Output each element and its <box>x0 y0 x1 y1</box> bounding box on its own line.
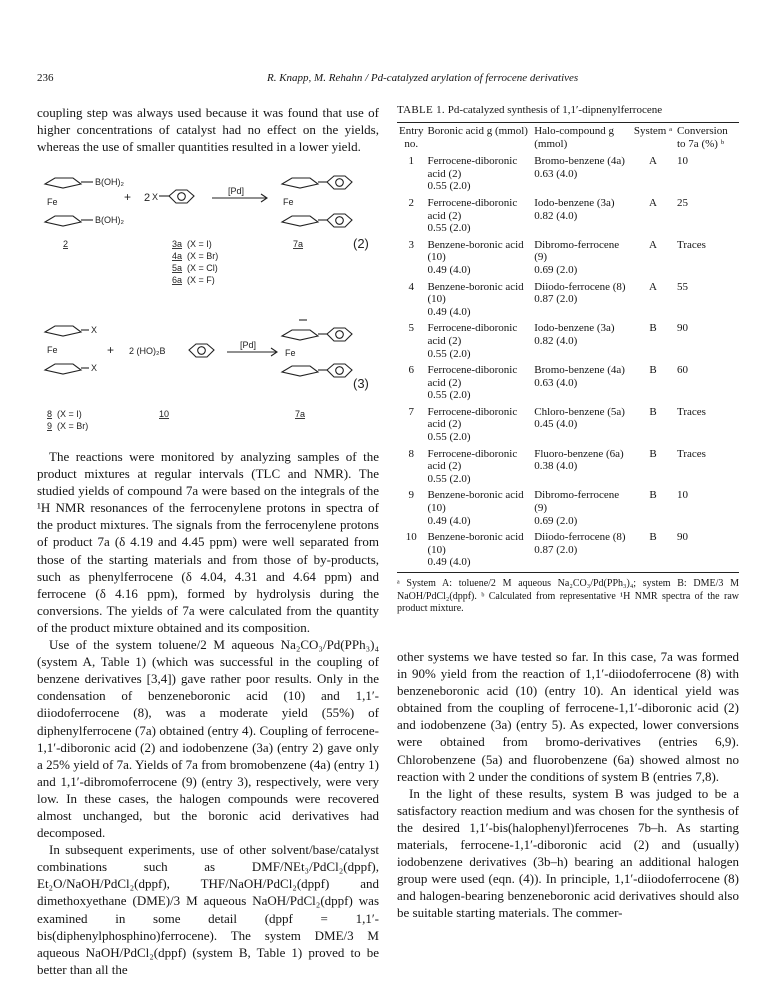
table-row <box>397 320 739 362</box>
coefficient: 2 <box>144 192 151 204</box>
halogen-def: (X = Br) <box>57 421 89 431</box>
halo-name: Chloro-benzene (5a) <box>534 405 625 418</box>
table-row <box>397 446 739 488</box>
boronic-reagent: 2 (HO)₂B <box>129 346 166 356</box>
boronic-amt: 0.55 (2.0) <box>427 180 471 193</box>
header-halo: Halo-compound g (mmol) <box>532 123 631 154</box>
boronic-name: Ferrocene-diboronic acid (2) <box>427 322 518 347</box>
table-number: TABLE 1. <box>397 104 445 116</box>
halo-name: Iodo-benzene (3a) <box>534 196 615 209</box>
left-column-bottom <box>37 448 379 978</box>
halo-amt: 0.69 (2.0) <box>534 263 578 276</box>
halo-amt: 0.38 (4.0) <box>534 460 578 473</box>
table-title: Pd-catalyzed synthesis of 1,1′-dipnenylferrocene <box>447 104 663 116</box>
halogen-def: (X = I) <box>57 409 82 419</box>
cell-conversion: Traces <box>677 447 706 460</box>
table-footnote: ᵃ System A: toluene/2 M aqueous Na₂CO₃/Pd(PPh₃)₄; system B: DME/3 M NaOH/PdCl₂(dppf). ᵇ Calculated from representative ¹H NMR spectra of the raw product mixture. <box>397 578 739 614</box>
reaction-scheme-3 <box>37 316 379 440</box>
plus-sign: + <box>124 190 132 204</box>
paragraph: In the light of these results, system B was judged to be a satisfactory reaction medium and was chosen for the synthesis of the desired 1,1′-bis(halophenyl)ferrocenes 7b–h. As starting materials, ferrocene-1,1′-diboronic acid (2) and (usually) iodobenzene derivatives (3b–h) bearing an additional halogen group were used (eqn. (4)). In principle, 1,1′-diiodoferrocene (8) and halogen-bearing benzeneboronic acid derivatives should also be suitable starting materials. The commer- <box>397 785 739 921</box>
fe-product-label: Fe <box>285 348 296 358</box>
cell-boronic <box>425 153 532 195</box>
table-body <box>397 153 739 572</box>
cell-system: A <box>649 238 657 251</box>
cell-conversion: 60 <box>677 364 688 377</box>
boronic-name: Benzene-boronic acid (10) <box>427 531 524 556</box>
boronic-name: Ferrocene-diboronic acid (2) <box>427 155 518 180</box>
cell-boronic <box>425 237 532 279</box>
table-row <box>397 487 739 529</box>
results-table <box>397 122 739 573</box>
table-row <box>397 279 739 321</box>
halogen-def: (X = Cl) <box>187 263 218 273</box>
cell-system: B <box>649 447 657 460</box>
cell-halo <box>532 404 631 446</box>
cell-entry: 5 <box>408 322 414 335</box>
cell-halo <box>532 320 631 362</box>
halo-name: Fluoro-benzene (6a) <box>534 447 624 460</box>
scheme-2-drawing <box>37 168 379 288</box>
cell-boronic <box>425 529 532 572</box>
table-caption <box>397 104 739 116</box>
plus-sign: + <box>107 343 115 357</box>
boronic-name: Benzene-boronic acid (10) <box>427 280 524 306</box>
cell-boronic <box>425 404 532 446</box>
cell-entry: 9 <box>408 489 414 502</box>
compound-label: 6a <box>172 275 183 285</box>
boronic-amt: 0.49 (4.0) <box>427 263 471 276</box>
left-column-top <box>37 104 379 155</box>
compound-label: 7a <box>293 239 304 249</box>
cell-conversion: Traces <box>677 405 706 418</box>
halogen-x: X <box>152 192 159 202</box>
halo-name: Diiodo-ferrocene (8) <box>534 280 626 293</box>
cell-system: B <box>631 529 675 572</box>
boh2-top: B(OH)₂ <box>95 177 124 187</box>
halo-name: Diiodo-ferrocene (8) <box>534 531 626 544</box>
cell-boronic <box>425 487 532 529</box>
cell-system: B <box>649 405 657 418</box>
fe-product-label: Fe <box>283 197 294 207</box>
paragraph: Use of the system toluene/2 M aqueous Na₂CO₃/Pd(PPh₃)₄ (system A, Table 1) (which was successful in the coupling of benzene derivatives [3,4]) gave rather poor results. Only in the condensation of benzeneboronic acid (10) and 1,1′-diiodoferrocene (8), was a moderate yield (55%) of diphenylferrocene (7a) obtained (entry 4). Coupling of ferrocene-1,1′-diboronic acid (2) and iodobenzene (3a) (entry 2) gave only a 25% yield of 7a. Yields of 7a from bromobenzene (4a) (entry 1) and 1,1′-dibromoferrocene (9) (entry 3), respectively, were very low. In these cases, the halogen compounds were recovered almost unchanged, but the boronic acid derivatives had decomposed. <box>37 637 379 841</box>
cell-entry: 3 <box>408 238 414 251</box>
cell-conversion: 90 <box>675 529 739 572</box>
paragraph: other systems we have tested so far. In this case, 7a was formed in 90% yield from the reaction of 1,1′-diiodoferrocene (8) with benzeneboronic acid (10) (entry 10). An identical yield was obtained from the coupling of ferrocene-1,1′-diboronic acid (2) and iodobenzene (3a) (entry 5). As expected, lower conversions were obtained from bromo-derivatives (entries 6,9). Chlorobenzene (5a) and fluorobenzene (6a) showed almost no reaction with 2 under the conditions of system B (entries 7,8). <box>397 649 739 784</box>
cell-entry: 8 <box>408 447 414 460</box>
header-system: System ᵃ <box>631 123 675 154</box>
halo-amt: 0.82 (4.0) <box>534 334 578 347</box>
compound-label: 3a <box>172 239 183 249</box>
cell-system: B <box>649 322 657 335</box>
scheme-3-drawing <box>37 316 379 440</box>
halo-amt: 0.63 (4.0) <box>534 376 578 389</box>
compound-label: 5a <box>172 263 183 273</box>
boronic-amt: 0.49 (4.0) <box>427 556 471 569</box>
halo-amt: 0.63 (4.0) <box>534 167 578 180</box>
page-number: 236 <box>37 72 54 84</box>
header-boronic: Boronic acid g (mmol) <box>425 123 532 154</box>
cell-system: A <box>649 280 657 293</box>
halogen-def: (X = F) <box>187 275 215 285</box>
table-row <box>397 404 739 446</box>
running-title: R. Knapp, M. Rehahn / Pd-catalyzed arylation of ferrocene derivatives <box>267 72 579 84</box>
cell-conversion: 90 <box>677 322 688 335</box>
right-column-bottom <box>397 648 739 922</box>
benzene-ring <box>169 190 194 203</box>
boronic-amt: 0.55 (2.0) <box>427 389 471 402</box>
halo-name: Bromo-benzene (4a) <box>534 155 625 168</box>
cell-boronic <box>425 446 532 488</box>
cell-conversion: 25 <box>677 196 688 209</box>
cell-conversion: 10 <box>677 489 688 502</box>
cp-ring-top <box>45 178 81 188</box>
cell-entry: 1 <box>408 155 414 168</box>
cell-conversion: 10 <box>677 155 688 168</box>
boronic-name: Ferrocene-diboronic acid (2) <box>427 364 518 389</box>
equation-number: (3) <box>353 376 369 391</box>
boronic-name: Ferrocene-diboronic acid (2) <box>427 196 518 222</box>
reaction-scheme-2 <box>37 168 379 288</box>
boronic-amt: 0.55 (2.0) <box>427 222 471 235</box>
boronic-amt: 0.49 (4.0) <box>427 514 471 527</box>
cell-conversion: Traces <box>677 238 706 251</box>
cell-halo <box>532 362 631 404</box>
boronic-name: Benzene-boronic acid (10) <box>427 489 524 515</box>
cell-halo <box>532 237 631 279</box>
cell-boronic <box>425 362 532 404</box>
cell-halo <box>532 446 631 488</box>
catalyst-pd: [Pd] <box>228 186 245 196</box>
cell-boronic <box>425 320 532 362</box>
table-row <box>397 153 739 195</box>
cell-entry: 4 <box>408 280 414 293</box>
boh2-bottom: B(OH)₂ <box>95 215 124 225</box>
header-conversion: Conversion to 7a (%) ᵇ <box>675 123 739 154</box>
halo-amt: 0.87 (2.0) <box>534 293 578 306</box>
cell-halo <box>532 487 631 529</box>
catalyst-pd: [Pd] <box>240 340 257 350</box>
boronic-amt: 0.55 (2.0) <box>427 347 471 360</box>
cell-entry: 2 <box>408 196 414 209</box>
halogen-def: (X = I) <box>187 239 212 249</box>
compound-label: 8 <box>47 409 53 419</box>
boronic-name: Ferrocene-diboronic acid (2) <box>427 447 518 473</box>
paragraph: In subsequent experiments, use of other solvent/base/catalyst combinations such as DMF/NEt₃/PdCl₂(dppf), Et₂O/NaOH/PdCl₂(dppf), THF/NaOH/PdCl₂(dppf) and dimethoxyethane (DME)/3 M aqueous NaOH/PdCl₂(dppf) was examined in some detail (dppf = 1,1′-bis(diphenylphosphino)ferrocene). The system DME/3 M aqueous NaOH/PdCl₂(dppf) (system B, Table 1) proved to be better than all the <box>37 842 379 977</box>
cell-entry: 6 <box>408 364 414 377</box>
page-header <box>37 72 737 88</box>
equation-number: (2) <box>353 236 369 251</box>
compound-label: 4a <box>172 251 183 261</box>
halo-amt: 0.69 (2.0) <box>534 514 578 527</box>
fe-label: Fe <box>47 197 58 207</box>
halogen-def: (X = Br) <box>187 251 219 261</box>
cell-system: A <box>649 155 657 168</box>
table-row <box>397 195 739 237</box>
cell-halo <box>532 529 631 572</box>
table-row <box>397 362 739 404</box>
paragraph: The reactions were monitored by analyzing samples of the product mixtures at regular intervals (TLC and NMR). The studied yields of compound 7a were based on the integrals of the ¹H NMR resonances of the ferrocenylene protons in spectra of the product mixtures. The signals from the ferrocenylene protons of product 7a (δ 4.19 and 4.45 ppm) were well separated from those of the starting materials and from those of by-products, such as phenylferrocene (δ 4.04, 4.31 and 4.64 ppm) and ferrocene (δ 4.16 ppm), formed by hydrolysis during the conversions. The yields of 7a were calculated from the quantity of the product mixture obtained and its composition. <box>37 449 379 635</box>
cell-halo <box>532 195 631 237</box>
compound-label: 2 <box>63 239 69 249</box>
cell-halo <box>532 153 631 195</box>
halo-amt: 0.87 (2.0) <box>534 543 578 556</box>
boronic-amt: 0.55 (2.0) <box>427 431 471 444</box>
cell-boronic <box>425 279 532 321</box>
halo-amt: 0.82 (4.0) <box>534 209 578 222</box>
cell-entry: 7 <box>408 405 414 418</box>
cell-system: B <box>649 489 657 502</box>
halogen-x-top: X <box>91 325 98 335</box>
table-row <box>397 237 739 279</box>
halo-name: Iodo-benzene (3a) <box>534 322 615 335</box>
compound-label: 7a <box>295 409 306 419</box>
header-entry: Entry no. <box>397 123 425 154</box>
table-row <box>397 529 739 572</box>
boronic-amt: 0.49 (4.0) <box>427 305 471 318</box>
compound-label: 10 <box>159 409 170 419</box>
halo-name: Dibromo-ferrocene (9) <box>534 489 620 515</box>
table-1 <box>397 104 739 616</box>
halogen-x-bottom: X <box>91 363 98 373</box>
cell-boronic <box>425 195 532 237</box>
cell-system: A <box>649 196 657 209</box>
cp-ring-bottom <box>45 216 81 226</box>
compound-label: 9 <box>47 421 53 431</box>
cell-conversion: 55 <box>677 280 688 293</box>
halo-name: Dibromo-ferrocene (9) <box>534 238 620 264</box>
cell-halo <box>532 279 631 321</box>
boronic-amt: 0.55 (2.0) <box>427 472 471 485</box>
cell-system: B <box>649 364 657 377</box>
boronic-name: Ferrocene-diboronic acid (2) <box>427 405 518 431</box>
paragraph: coupling step was always used because it was found that use of higher concentrations of catalyst had no effect on the yields, whereas the use of smaller quantities resulted in a lower yield. <box>37 105 379 155</box>
fe-label: Fe <box>47 345 58 355</box>
halo-amt: 0.45 (4.0) <box>534 418 578 431</box>
halo-name: Bromo-benzene (4a) <box>534 364 625 377</box>
cell-entry: 10 <box>397 529 425 572</box>
boronic-name: Benzene-boronic acid (10) <box>427 238 524 264</box>
